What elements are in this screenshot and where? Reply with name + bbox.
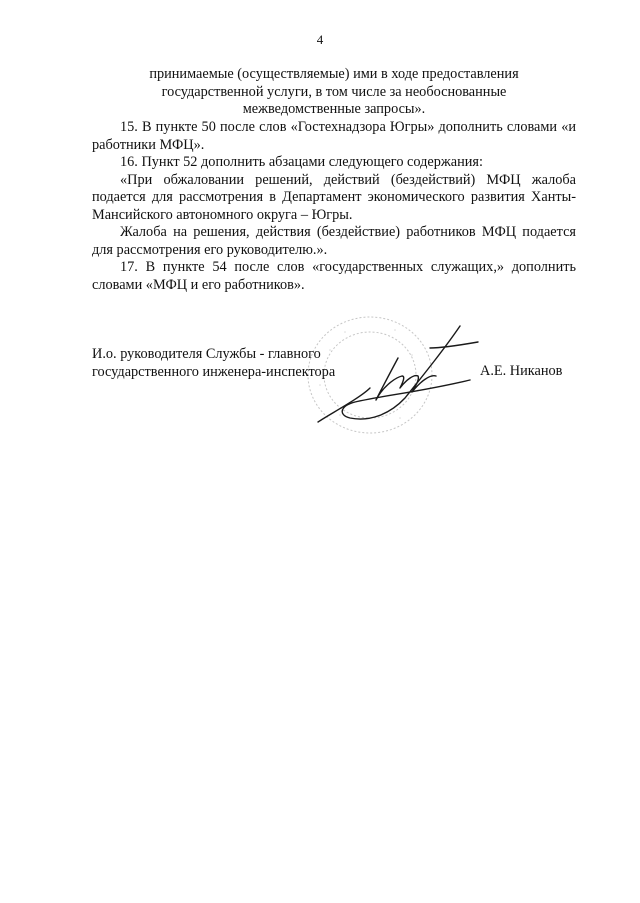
signatory-position-line: государственного инженера-инспектора — [92, 363, 336, 380]
signatory-name: А.Е. Никанов — [480, 363, 563, 379]
continuation-line: принимаемые (осуществляемые) ими в ходе предоставления — [149, 66, 519, 82]
paragraph-16-appeal-mfc: «При обжаловании решений, действий (бездействий) МФЦ жалоба подается для рассмотрения в Департамент экономического развития Ханты-Мансийского автономного округа – Югры. — [92, 171, 576, 223]
signature-scribble — [310, 318, 500, 428]
paragraph-16: 16. Пункт 52 дополнить абзацами следующего содержания: — [120, 154, 483, 170]
signatory-position — [92, 346, 335, 381]
paragraph-15: 15. В пункте 50 после слов «Гостехнадзора Югры» дополнить словами «и работники МФЦ». — [92, 119, 576, 153]
signatory-position-line: И.о. руководителя Службы - главного — [92, 346, 321, 362]
paragraph-16-appeal-workers: Жалоба на решения, действия (бездействие) работников МФЦ подается для рассмотрения его руководителю.». — [92, 224, 576, 258]
page-number: 4 — [316, 32, 324, 47]
paragraph-17: 17. В пункте 54 после слов «государственных служащих,» дополнить словами «МФЦ и его работников». — [92, 259, 576, 293]
continuation-line: государственной услуги, в том числе за необоснованные — [161, 83, 507, 100]
continuation-block — [92, 66, 576, 119]
amendments-block — [92, 119, 576, 294]
continuation-line: межведомственные запросы». — [242, 101, 426, 117]
